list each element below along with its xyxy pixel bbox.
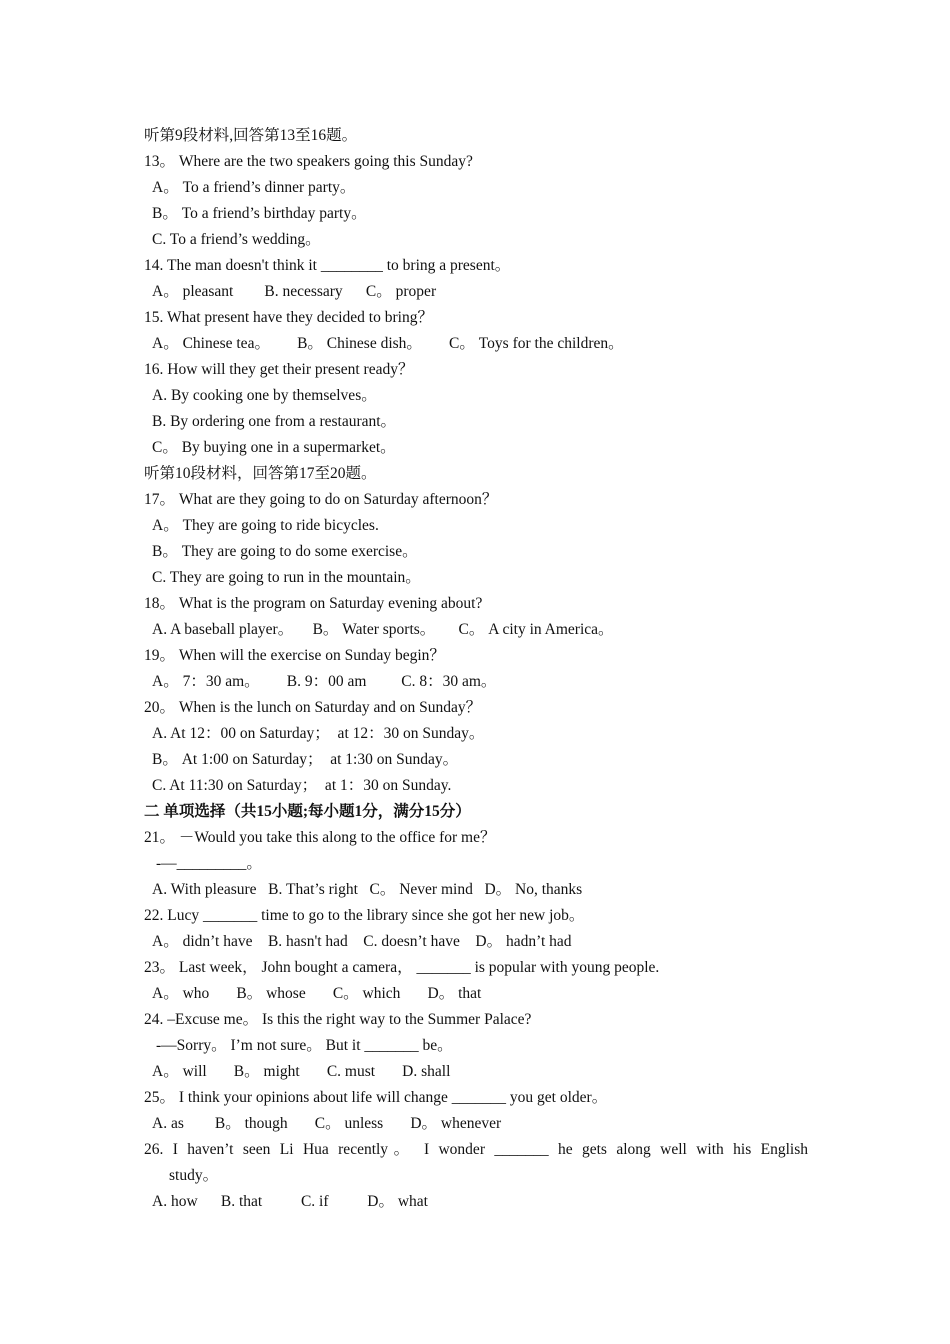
part-two-heading: 二 单项选择（共15小题;每小题1分，满分15分） [144, 803, 471, 820]
question-18: 18。 What is the program on Saturday evening about? [144, 595, 483, 612]
options-19: A。 7：30 am。 B. 9：00 am C. 8：30 am。 [152, 673, 497, 690]
question-14: 14. The man doesn't think it ________ to bring a present。 [144, 257, 511, 274]
question-19: 19。 When will the exercise on Sunday begin？ [144, 647, 445, 664]
question-24: 24. –Excuse me。 Is this the right way to the Summer Palace? [144, 1011, 532, 1028]
option-20b: B。 At 1:00 on Saturday； at 1:30 on Sunday。 [152, 751, 459, 768]
question-17: 17。 What are they going to do on Saturday afternoon？ [144, 491, 498, 508]
question-13: 13。 Where are the two speakers going this Sunday? [144, 153, 473, 170]
question-22: 22. Lucy _______ time to go to the library since she got her new job。 [144, 907, 585, 924]
question-24-reply: -—Sorry。 I’m not sure。 But it _______ be。 [156, 1037, 453, 1054]
question-25: 25。 I think your opinions about life will change _______ you get older。 [144, 1089, 608, 1106]
question-15: 15. What present have they decided to bring？ [144, 309, 433, 326]
options-22: A。 didn’t have B. hasn't had C. doesn’t have D。 hadn’t had [152, 933, 572, 950]
option-20c: C. At 11:30 on Saturday； at 1：30 on Sunday. [152, 777, 452, 794]
question-21: 21。 －Would you take this along to the office for me？ [144, 829, 496, 846]
option-16c: C。 By buying one in a supermarket。 [152, 439, 396, 456]
option-13c: C. To a friend’s wedding。 [152, 231, 321, 248]
option-17a: A。 They are going to ride bicycles. [152, 517, 379, 534]
option-16a: A. By cooking one by themselves。 [152, 387, 377, 404]
options-26: A. how B. that C. if D。 what [152, 1193, 428, 1210]
options-14: A。 pleasant B. necessary C。 proper [152, 283, 437, 300]
question-16: 16. How will they get their present ready？ [144, 361, 414, 378]
exam-page [144, 123, 808, 1215]
options-24: A。 will B。 might C. must D. shall [152, 1063, 451, 1080]
question-21-reply: -—_________。 [156, 855, 262, 872]
options-18: A. A baseball player。 B。 Water sports。 C。 A city in America。 [152, 621, 614, 638]
options-15: A。 Chinese tea。 B。 Chinese dish。 C。 Toys for the children。 [152, 335, 624, 352]
options-21: A. With pleasure B. That’s right C。 Never mind D。 No, thanks [152, 881, 583, 898]
option-17c: C. They are going to run in the mountain。 [152, 569, 421, 586]
options-23: A。 who B。 whose C。 which D。 that [152, 985, 482, 1002]
options-25: A. as B。 though C。 unless D。 whenever [152, 1115, 502, 1132]
question-26-continued: study。 [169, 1167, 219, 1184]
question-23: 23。 Last week， John bought a camera， _______ is popular with young people. [144, 959, 660, 976]
section-heading-10: 听第10段材料，回答第17至20题。 [144, 465, 377, 482]
option-16b: B. By ordering one from a restaurant。 [152, 413, 397, 430]
option-20a: A. At 12：00 on Saturday； at 12：30 on Sunday。 [152, 725, 485, 742]
question-20: 20。 When is the lunch on Saturday and on Sunday？ [144, 699, 482, 716]
option-17b: B。 They are going to do some exercise。 [152, 543, 418, 560]
section-heading-9: 听第9段材料,回答第13至16题。 [144, 127, 358, 144]
option-13a: A。 To a friend’s dinner party。 [152, 179, 356, 196]
question-26: 26. I haven’t seen Li Hua recently。 I wonder _______ he gets along well with his English [144, 1141, 808, 1158]
option-13b: B。 To a friend’s birthday party。 [152, 205, 367, 222]
